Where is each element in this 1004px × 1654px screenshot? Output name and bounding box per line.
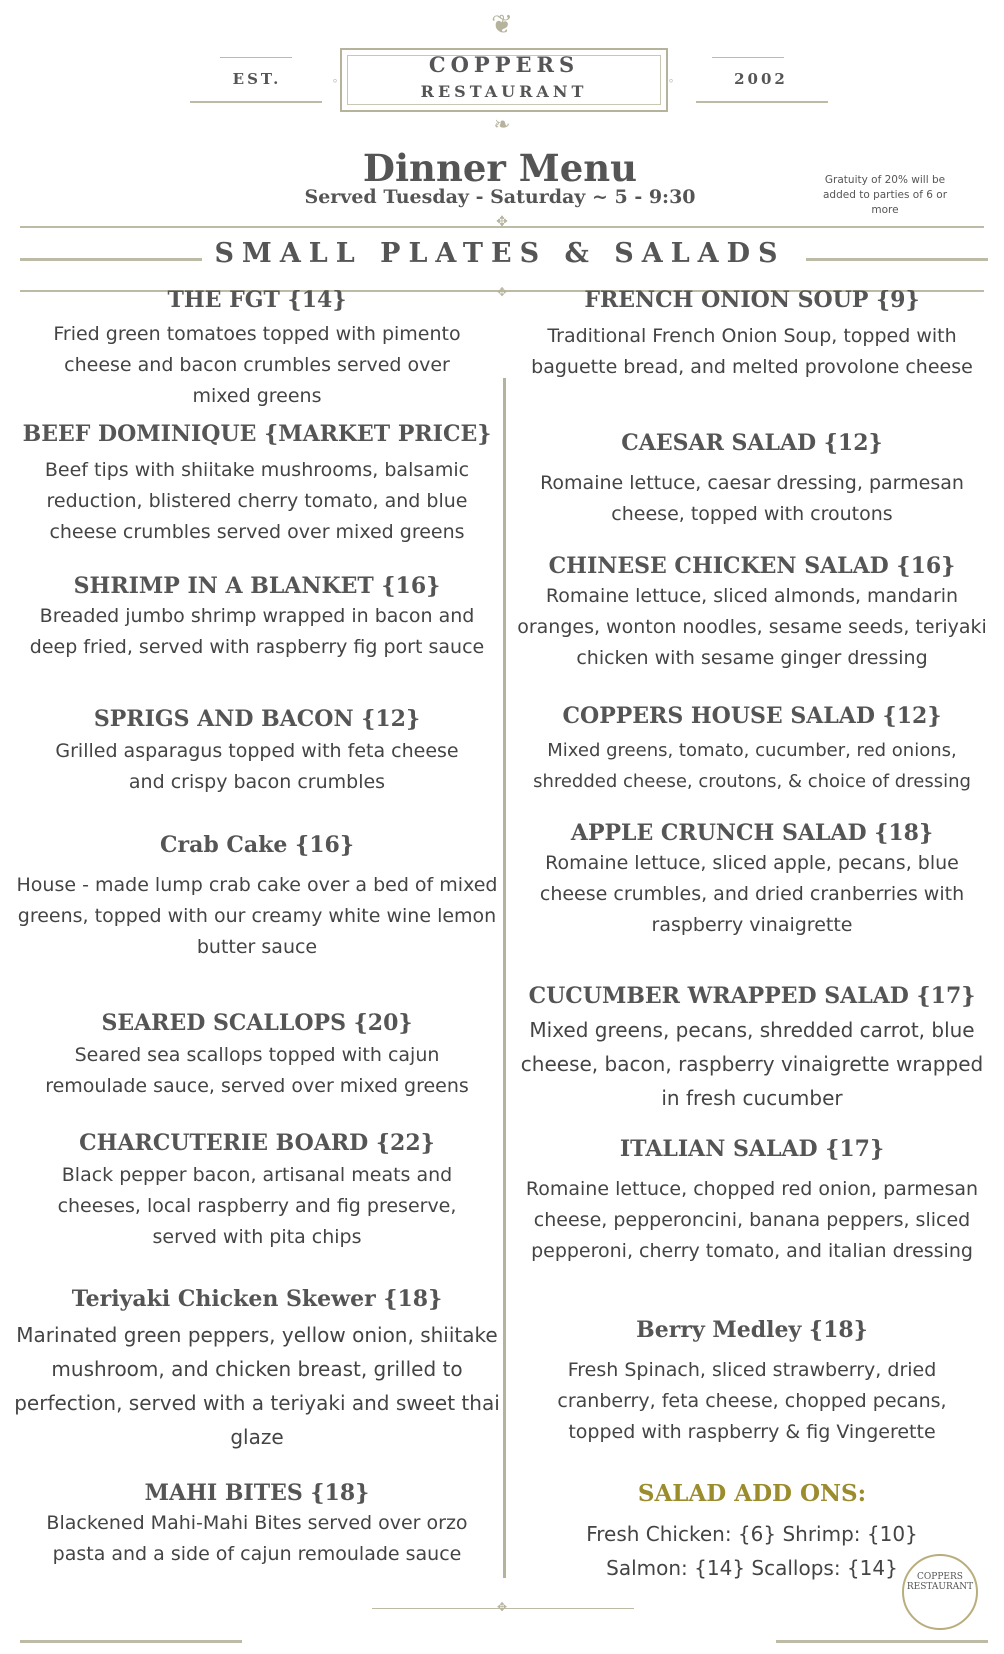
item-description: Mixed greens, pecans, shredded carrot, blue cheese, bacon, raspberry vinaigrette wrapped in fresh cucumber [520, 1018, 984, 1110]
footer-rule-right [776, 1640, 988, 1643]
menu-item [514, 703, 990, 797]
item-name: ITALIAN SALAD {17} [619, 1136, 885, 1162]
header-divider-ornament: ✥ [496, 215, 508, 230]
seal-text-top: COPPERS [917, 1572, 963, 1582]
section-rule-right [806, 258, 988, 261]
item-description: Fried green tomatoes topped with pimento cheese and bacon crumbles served over mixed greens [53, 323, 461, 407]
item-name: FRENCH ONION SOUP {9} [584, 287, 920, 313]
service-hours: Served Tuesday - Saturday ~ 5 - 9:30 [304, 186, 696, 208]
brand-subname: RESTAURANT [420, 82, 588, 101]
item-name: Berry Medley {18} [636, 1317, 868, 1343]
item-name: Teriyaki Chicken Skewer {18} [71, 1286, 443, 1312]
item-name: CAESAR SALAD {12} [621, 430, 883, 456]
menu-item [14, 573, 500, 663]
menu-item [14, 832, 500, 963]
column-divider [503, 378, 506, 1578]
menu-item [14, 421, 500, 548]
menu-item [514, 287, 990, 383]
item-name: CUCUMBER WRAPPED SALAD {17} [528, 983, 976, 1009]
header-top-ornament: ❦ [491, 10, 513, 40]
item-description: Marinated green peppers, yellow onion, shiitake mushroom, and chicken breast, grilled to perfection, served with a teriyaki and sweet thai glaze [14, 1323, 500, 1449]
item-description: Romaine lettuce, sliced apple, pecans, blue cheese crumbles, and dried cranberries with raspberry vinaigrette [539, 852, 965, 936]
item-name: CHINESE CHICKEN SALAD {16} [548, 553, 956, 579]
menu-item [14, 287, 500, 412]
item-name: COPPERS HOUSE SALAD {12} [562, 703, 942, 729]
year-rule-bottom [696, 101, 828, 103]
item-description: Traditional French Onion Soup, topped with baguette bread, and melted provolone cheese [531, 325, 973, 378]
item-description: Romaine lettuce, sliced almonds, mandarin oranges, wonton noodles, sesame seeds, teriyaki chicken with sesame ginger dressing [517, 585, 987, 669]
section-divider-ornament: ✥ [496, 285, 508, 299]
item-name: SEARED SCALLOPS {20} [101, 1010, 413, 1036]
item-name: APPLE CRUNCH SALAD {18} [570, 820, 934, 846]
footer-rule-left [20, 1640, 242, 1643]
section-rule-left [20, 258, 202, 261]
menu-item [14, 706, 500, 798]
item-description: Mixed greens, tomato, cucumber, red onions, shredded cheese, croutons, & choice of dressing [533, 740, 971, 792]
item-description: House - made lump crab cake over a bed of mixed greens, topped with our creamy white wine lemon butter sauce [16, 874, 498, 958]
addons-line-1: Fresh Chicken: {6} Shrimp: {10} [586, 1522, 918, 1546]
addons-title: SALAD ADD ONS: [637, 1480, 867, 1507]
item-description: Blackened Mahi-Mahi Bites served over orzo pasta and a side of cajun remoulade sauce [46, 1512, 468, 1565]
page-title: Dinner Menu [362, 146, 638, 190]
item-description: Seared sea scallops topped with cajun remoulade sauce, served over mixed greens [45, 1044, 469, 1097]
item-name: Crab Cake {16} [160, 832, 354, 858]
menu-item [514, 1136, 990, 1267]
item-name: CHARCUTERIE BOARD {22} [79, 1130, 435, 1156]
menu-item [14, 1480, 500, 1570]
footer-ornament: ✥ [496, 1600, 508, 1614]
item-description: Black pepper bacon, artisanal meats and cheeses, local raspberry and fig preserve, served with pita chips [57, 1164, 457, 1248]
est-bracket-icon: ◦ [332, 74, 338, 89]
item-description: Fresh Spinach, sliced strawberry, dried cranberry, feta cheese, chopped pecans, topped with raspberry & fig Vingerette [557, 1359, 947, 1443]
item-description: Grilled asparagus topped with feta cheese and crispy bacon crumbles [55, 740, 459, 793]
menu-item [514, 553, 990, 674]
brand-name: COPPERS [428, 52, 580, 77]
seal-text-bottom: RESTAURANT [906, 1582, 974, 1592]
item-description: Breaded jumbo shrimp wrapped in bacon and deep fried, served with raspberry fig port sauce [29, 605, 485, 658]
menu-item [14, 1010, 500, 1102]
addons-line-2: Salmon: {14} Scallops: {14} [606, 1556, 898, 1580]
year-label: 2002 [734, 70, 788, 88]
item-name: SPRIGS AND BACON {12} [93, 706, 421, 732]
header-bottom-ornament: ❧ [493, 112, 511, 136]
year-rule-top [712, 57, 784, 58]
item-name: MAHI BITES {18} [144, 1480, 370, 1506]
year-bracket-icon: ◦ [668, 74, 674, 89]
gratuity-note: Gratuity of 20% will be added to parties of 6 or more [822, 174, 948, 216]
item-description: Beef tips with shiitake mushrooms, balsamic reduction, blistered cherry tomato, and blue cheese crumbles served over mixed greens [44, 459, 470, 543]
menu-item [514, 983, 990, 1115]
est-rule-bottom [190, 101, 322, 103]
menu-item [14, 1130, 500, 1253]
item-description: Romaine lettuce, caesar dressing, parmesan cheese, topped with croutons [540, 472, 964, 525]
item-name: SHRIMP IN A BLANKET {16} [73, 573, 441, 599]
menu-item [514, 430, 990, 530]
restaurant-seal [902, 1554, 978, 1630]
menu-item [14, 1286, 500, 1454]
brand-logo [340, 48, 668, 112]
menu-item [514, 1317, 990, 1448]
item-name: THE FGT {14} [167, 287, 347, 313]
est-label: EST. [232, 70, 282, 88]
item-description: Romaine lettuce, chopped red onion, parmesan cheese, pepperoncini, banana peppers, sliced pepperoni, cherry tomato, and italian dressing [525, 1178, 979, 1262]
section-title: SMALL PLATES & SALADS [214, 238, 786, 269]
menu-item [514, 820, 990, 941]
est-rule-top [220, 57, 292, 58]
item-name: BEEF DOMINIQUE {MARKET PRICE} [22, 421, 492, 447]
